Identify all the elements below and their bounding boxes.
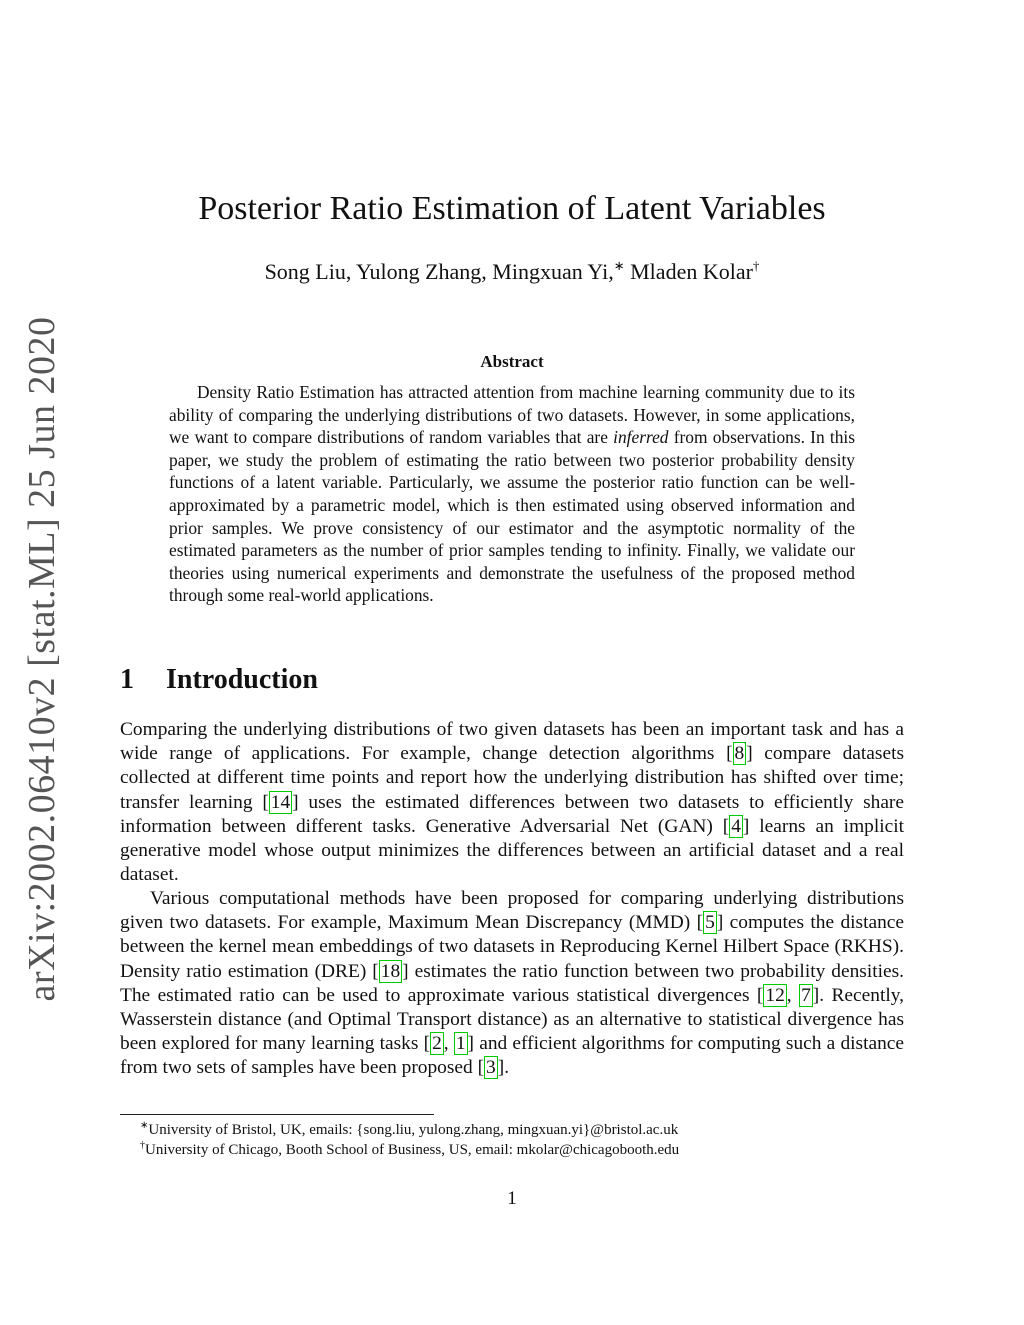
para2-text: Various computational methods have been proposed for comparing underlying distributions given two datasets. For example, Maximum Mean Discrepancy (MMD) [120,888,904,934]
footnote-1 [140,1120,678,1139]
footnote-2 [140,1140,679,1159]
citation-link[interactable]: 14 [270,791,291,813]
para1-text: learns an implicit generative model whose output minimizes the differences between an artificial dataset and a real dataset. [120,815,904,886]
abstract-emphasis: inferred [613,427,669,448]
abstract-text-1: Density Ratio Estimation has attracted attention from machine learning community due to its ability of comparing the underlying distributions of two datasets. However, in some applications, we want to compare distributions of random variables that are [169,382,855,448]
citation-link[interactable]: 3 [486,1057,496,1079]
author-mark-a: ∗ [613,258,625,273]
arxiv-stamp: arXiv:2002.06410v2 [stat.ML] 25 Jun 2020 [21,316,63,1002]
para2-text: computes the distance between the kernel mean embeddings of two datasets in Reproducing Kernel Hilbert Space (RKHS). Density ratio estimation (DRE) [120,912,904,982]
citation-link[interactable]: 4 [731,815,741,837]
para2-text: . Recently, Wasserstein distance (and Optimal Transport distance) as an alternative to statistical divergence has been explored for many learning tasks [120,984,905,1055]
section-title: Introduction [166,664,318,695]
para1-text: Comparing the underlying distributions of two given datasets has been an important task and has a wide range of applications. For example, change detection algorithms [120,719,904,765]
para2-text: and efficient algorithms for computing such a distance from two sets of samples have been proposed [120,1033,904,1079]
citation-link[interactable]: 12 [765,984,785,1006]
citation-link[interactable]: 8 [734,743,745,765]
footnote-rule [120,1114,434,1115]
intro-paragraph-1: Comparing the underlying distributions of two given datasets has been an important task and has a wide range of applications. For example, change detection algorithms [ 8 ] compare datasets collected at different time points and report how the underlying distribution has shifted over time; transfer learning [ 14 ] uses the estimated differences between two datasets to efficiently share information between different tasks. Generative Adversarial Net (GAN) [ 4 ] learns an implicit generative model whose output minimizes the differences between an artificial dataset and a real dataset. [120,719,904,886]
citation-link[interactable]: 1 [455,1033,466,1055]
intro-paragraph-2: Various computational methods have been proposed for comparing underlying distributions given two datasets. For example, Maximum Mean Discrepancy (MMD) [ 5 ] computes the distance between the kernel mean embeddings of two datasets in Reproducing Kernel Hilbert Space (RKHS). Density ratio estimation (DRE) [ 18 ] estimates the ratio function between two probability densities. The estimated ratio can be used to approximate various statistical divergences [ 12 , 7 ]. Recently, Wasserstein distance (and Optimal Transport distance) as an alternative to statistical divergence has been explored for many learning tasks [ 2 , 1 ] and efficient algorithms for computing such a distance from two sets of samples have been proposed [ 3 ]. [120,888,905,1079]
citation-link[interactable]: 7 [801,984,811,1006]
author-names-b: Mladen Kolar [624,259,753,284]
abstract-body [169,381,855,607]
abstract-heading: Abstract [480,352,544,371]
footnote-1-mark: ∗ [140,1120,149,1131]
paper-title: Posterior Ratio Estimation of Latent Variables [198,190,826,227]
section-number: 1 [120,664,134,695]
footnote-2-text: University of Chicago, Booth School of Business, US, email: mkolar@chicagobooth.edu [145,1142,680,1158]
footnote-1-text: University of Bristol, UK, emails: {song.liu, yulong.zhang, mingxuan.yi}@bristol.ac.uk [148,1122,679,1138]
citation-link[interactable]: 2 [432,1033,442,1055]
citation-link[interactable]: 18 [380,960,401,982]
abstract-text-2: from observations. In this paper, we study the problem of estimating the ratio between two posterior probability density functions of a latent variable. Particularly, we assume the posterior ratio function can be well-approximated by a parametric model, which is then estimated using observed information and prior samples. We prove consistency of our estimator and the asymptotic normality of the estimated parameters as the number of prior samples tending to infinity. Finally, we validate our theories using numerical experiments and demonstrate the usefulness of the proposed method through some real-world applications. [169,427,855,606]
section-heading [120,664,318,696]
para1-text: uses the estimated differences between two datasets to efficiently share information between different tasks. Generative Adversarial Net (GAN) [120,791,904,837]
citation-link[interactable]: 5 [705,912,715,934]
para2-text: estimates the ratio function between two probability densities. The estimated ratio can be used to approximate various statistical divergences [120,960,904,1006]
para2-text: . [504,1057,510,1079]
author-mark-b: † [752,258,760,273]
footnote-2-mark: † [140,1140,145,1151]
page-number: 1 [507,1188,517,1209]
author-names-a: Song Liu, Yulong Zhang, Mingxuan Yi [264,259,609,284]
para1-text: compare datasets collected at different time points and report how the underlying distribution has shifted over time; transfer learning [120,743,904,813]
author-list: Song Liu, Yulong Zhang, Mingxuan Yi,∗ Mladen Kolar† [264,258,760,284]
